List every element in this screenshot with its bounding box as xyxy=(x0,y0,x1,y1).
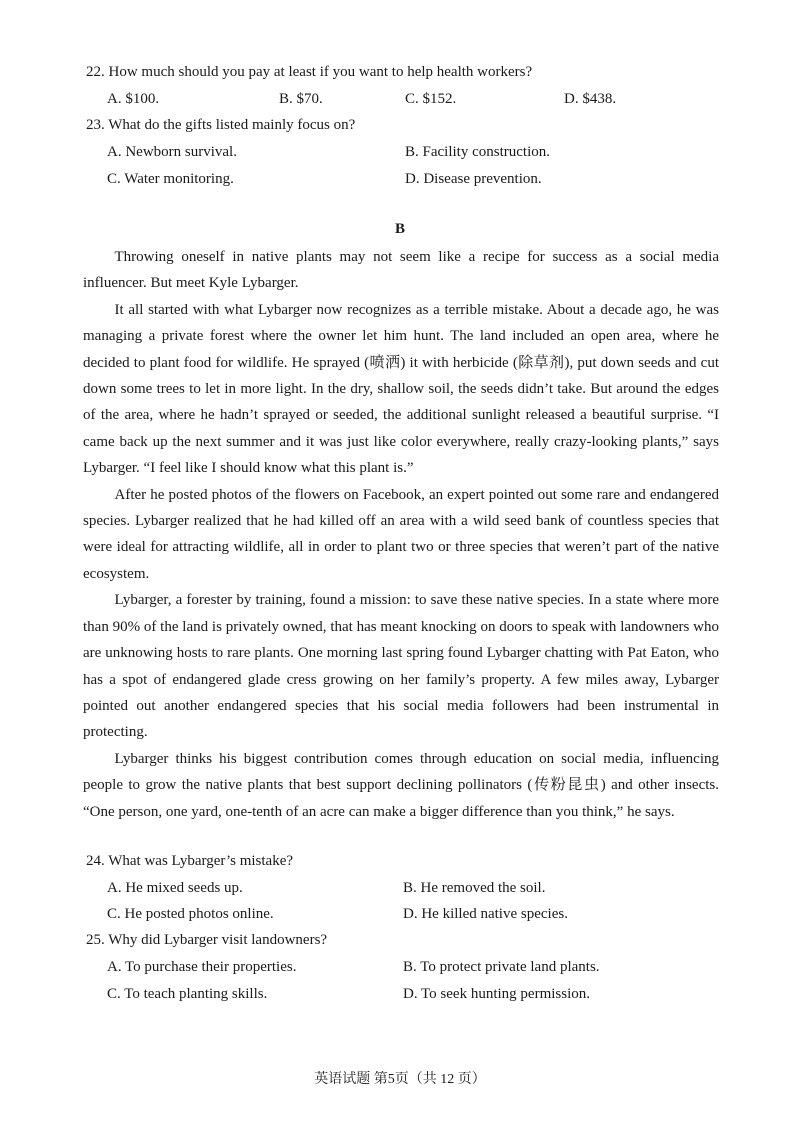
section-heading: B xyxy=(394,221,405,237)
reading-passage xyxy=(83,244,719,825)
question-24-stem: 24. What was Lybarger’s mistake? xyxy=(86,853,294,869)
q24-option-c: C. He posted photos online. xyxy=(107,906,274,922)
passage-paragraph: After he posted photos of the flowers on Facebook, an expert pointed out some rare and endangered species. Lybarger realized that he had killed off an area with a wild seed bank of countless species that were ideal for attracting wildlife, all in order to plant two or three species that weren’t part of the native ecosystem. xyxy=(83,486,719,582)
q25-option-a: A. To purchase their properties. xyxy=(107,959,297,975)
q24-option-d: D. He killed native species. xyxy=(403,906,568,922)
q23-option-a: A. Newborn survival. xyxy=(107,144,237,160)
q22-option-b: B. $70. xyxy=(279,91,323,107)
question-23-stem: 23. What do the gifts listed mainly focus on? xyxy=(86,117,356,133)
q24-option-a: A. He mixed seeds up. xyxy=(107,880,243,896)
q23-option-c: C. Water monitoring. xyxy=(107,171,234,187)
page-footer: 英语试题 第5页（共 12 页） xyxy=(314,1072,486,1087)
passage-paragraph: Throwing oneself in native plants may not seem like a recipe for success as a social media influencer. But meet Kyle Lybarger. xyxy=(83,249,719,292)
passage-paragraph: Lybarger, a forester by training, found a mission: to save these native species. In a state where more than 90% of the land is privately owned, that has meant knocking on doors to speak with landowners who are unknowing hosts to rare plants. One morning last spring found Lybarger chatting with Pat Eaton, who has a spot of endangered glade cress growing on her family’s property. A few miles away, Lybarger pointed out another endangered species that his social media followers had been instrumental in protecting. xyxy=(83,592,719,741)
q24-option-b: B. He removed the soil. xyxy=(403,880,546,896)
question-25-stem: 25. Why did Lybarger visit landowners? xyxy=(86,932,328,948)
q23-option-d: D. Disease prevention. xyxy=(405,171,542,187)
q22-option-d: D. $438. xyxy=(564,91,617,107)
q22-option-c: C. $152. xyxy=(405,91,457,107)
q25-option-d: D. To seek hunting permission. xyxy=(403,986,590,1002)
q22-option-a: A. $100. xyxy=(107,91,160,107)
question-22-stem: 22. How much should you pay at least if you want to help health workers? xyxy=(86,64,533,80)
passage-paragraph: It all started with what Lybarger now recognizes as a terrible mistake. About a decade ago, he was managing a private forest where the owner let him hunt. The land included an open area, where he decided to plant food for wildlife. He sprayed (喷洒) it with herbicide (除草剂), put down seeds and cut down some trees to let in more light. In the dry, shallow soil, the seeds didn’t take. But around the edges of the area, where he hadn’t sprayed or seeded, the additional sunlight released a beautiful surprise. “I came back up the next summer and it was just like color everywhere, really crazy-looking plants,” says Lybarger. “I feel like I should know what this plant is.” xyxy=(83,301,719,477)
q25-option-b: B. To protect private land plants. xyxy=(403,959,600,975)
passage-paragraph: Lybarger thinks his biggest contribution comes through education on social media, influencing people to grow the native plants that best support declining pollinators (传粉昆虫) and other insects. “One person, one yard, one-tenth of an acre can make a bigger difference than you think,” he says. xyxy=(83,750,719,820)
q25-option-c: C. To teach planting skills. xyxy=(107,986,268,1002)
q23-option-b: B. Facility construction. xyxy=(405,144,550,160)
